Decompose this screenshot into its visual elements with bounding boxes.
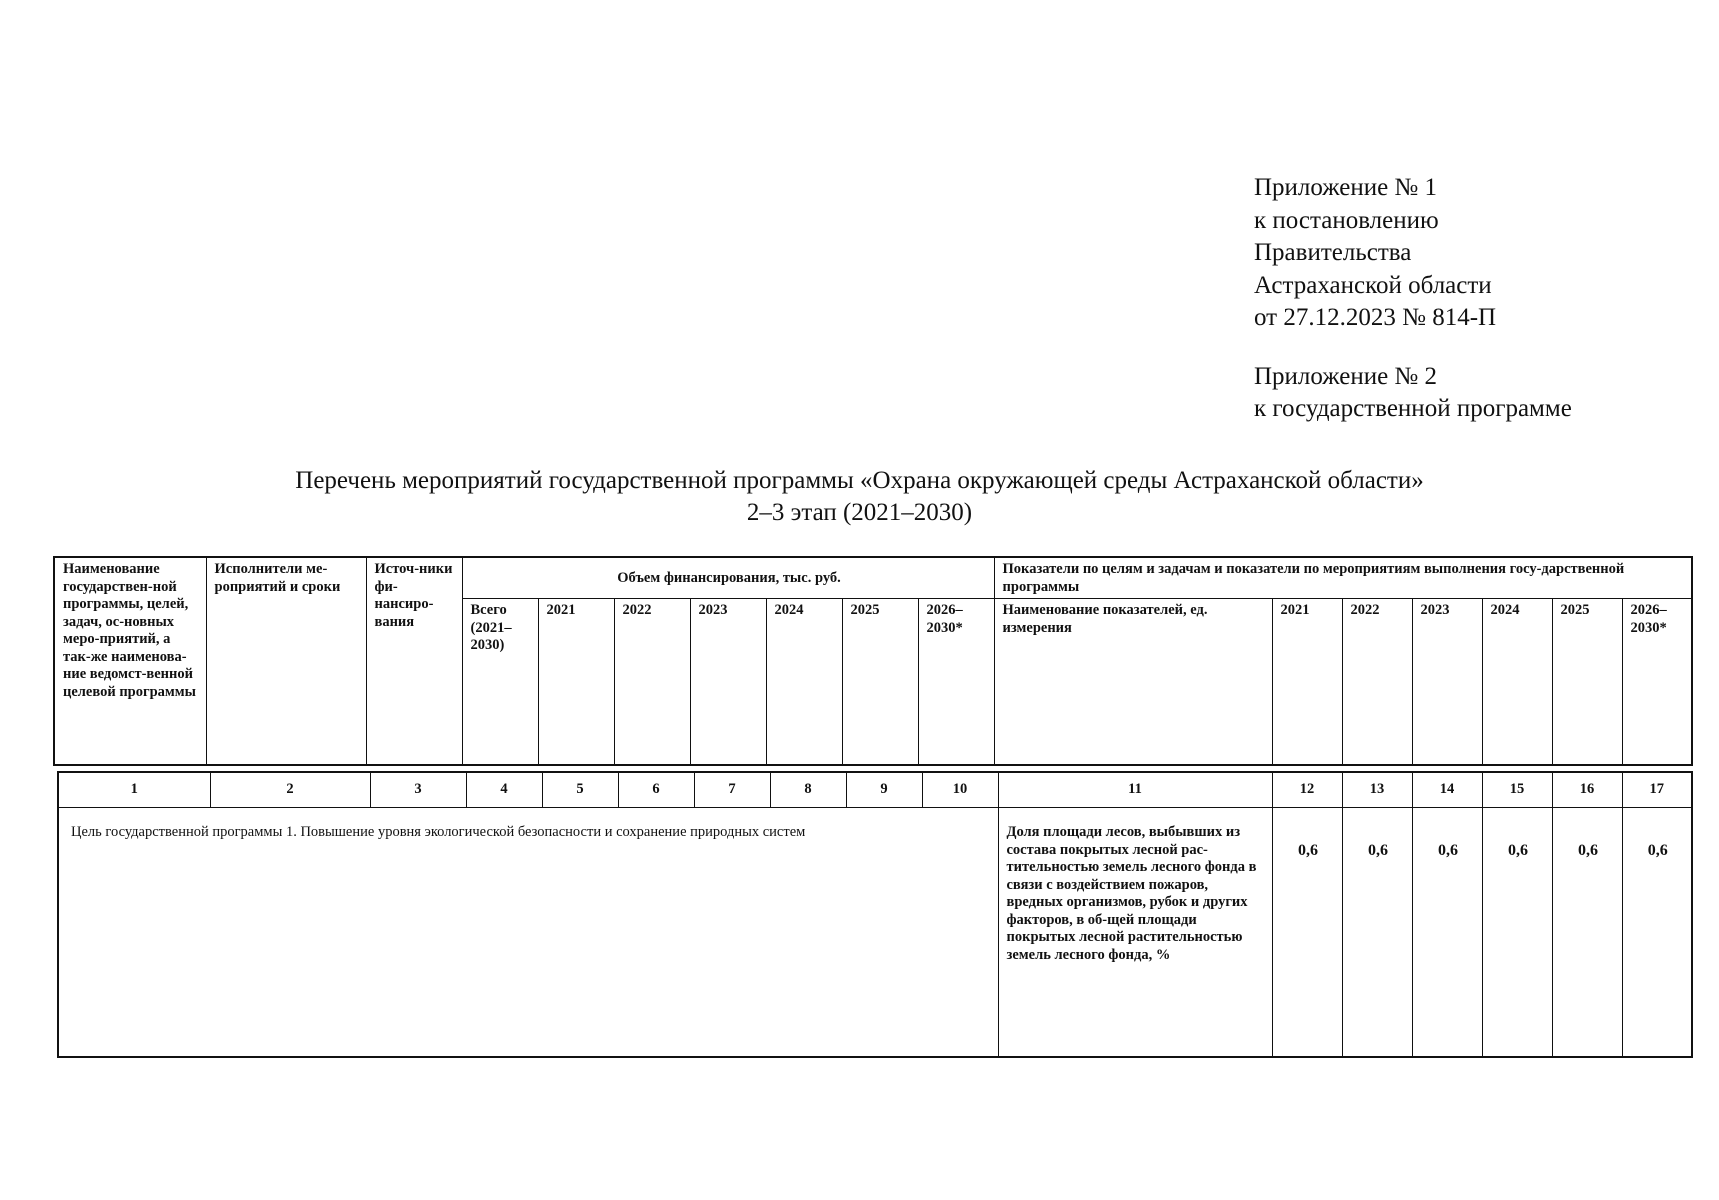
column-number: 15 [1482, 772, 1552, 808]
column-number: 9 [846, 772, 922, 808]
column-number: 8 [770, 772, 846, 808]
header-funding-group: Объем финансирования, тыс. руб. [462, 557, 994, 599]
indicator-value: 0,6 [1622, 808, 1692, 1058]
indicator-value: 0,6 [1342, 808, 1412, 1058]
header-funding-year: 2025 [842, 599, 918, 765]
title-line-2: 2–3 этап (2021–2030) [746, 499, 973, 526]
column-number: 13 [1342, 772, 1412, 808]
annex-1-line: от 27.12.2023 № 814-П [1254, 304, 1497, 331]
body-table [57, 771, 1693, 1058]
column-number: 16 [1552, 772, 1622, 808]
header-indicators-group: Показатели по целям и задачам и показатели по мероприятиям выполнения госу-дарственной программы [994, 557, 1692, 599]
column-number: 4 [466, 772, 542, 808]
annex-gap [1254, 335, 1572, 361]
table-row [58, 808, 1692, 1058]
annex-block [1254, 172, 1572, 426]
header-indicator-year: 2022 [1342, 599, 1412, 765]
indicator-value: 0,6 [1552, 808, 1622, 1058]
column-number: 2 [210, 772, 370, 808]
column-number: 6 [618, 772, 694, 808]
indicator-text: Доля площади лесов, выбывших из состава покрытых лесной рас-тительностью земель лесного фонда в связи с воздействием пожаров, вредных организмов, рубок и других факторов, в об-щей площади покрытых лесной растительностью земель лесного фонда, % [998, 808, 1272, 1058]
header-indicator-year: 2026–2030* [1622, 599, 1692, 765]
annex-1-line: Приложение № 1 [1254, 174, 1438, 201]
annex-2-line: Приложение № 2 [1254, 362, 1438, 390]
indicator-value: 0,6 [1412, 808, 1482, 1058]
column-number: 12 [1272, 772, 1342, 808]
column-number: 7 [694, 772, 770, 808]
header-indicator-year: 2024 [1482, 599, 1552, 765]
header-indicator-name: Наименование показателей, ед. измерения [994, 599, 1272, 765]
column-number: 5 [542, 772, 618, 808]
annex-1-line: Правительства [1254, 239, 1412, 266]
header-funding-year: 2024 [766, 599, 842, 765]
column-number: 14 [1412, 772, 1482, 808]
header-indicator-year: 2023 [1412, 599, 1482, 765]
header-indicator-year: 2021 [1272, 599, 1342, 765]
annex-2-line: к государственной программе [1254, 395, 1572, 422]
header-funding-year: 2021 [538, 599, 614, 765]
header-name: Наименование государствен-ной программы, целей, задач, ос-новных меро-приятий, а так-же наименова-ние ведомст-венной целевой программы [54, 557, 206, 765]
header-funding-year: 2022 [614, 599, 690, 765]
header-table [53, 556, 1693, 766]
column-number: 3 [370, 772, 466, 808]
column-number: 1 [58, 772, 210, 808]
document-title [0, 465, 1719, 529]
column-number: 10 [922, 772, 998, 808]
header-funding-year: 2023 [690, 599, 766, 765]
header-funding-total: Всего (2021–2030) [462, 599, 538, 765]
column-number-row [58, 772, 1692, 808]
header-funding-year: 2026–2030* [918, 599, 994, 765]
column-number: 17 [1622, 772, 1692, 808]
header-executors: Исполнители ме-роприятий и сроки [206, 557, 366, 765]
annex-1-line: к постановлению [1254, 206, 1439, 234]
annex-1-line: Астраханской области [1254, 271, 1492, 299]
column-number: 11 [998, 772, 1272, 808]
header-indicator-year: 2025 [1552, 599, 1622, 765]
header-sources: Источ-ники фи-нансиро-вания [366, 557, 462, 765]
title-line-1: Перечень мероприятий государственной программы «Охрана окружающей среды Астраханской области» [295, 467, 1424, 494]
indicator-value: 0,6 [1482, 808, 1552, 1058]
indicator-value: 0,6 [1272, 808, 1342, 1058]
goal-text: Цель государственной программы 1. Повышение уровня экологической безопасности и сохранение природных систем [58, 808, 998, 1058]
